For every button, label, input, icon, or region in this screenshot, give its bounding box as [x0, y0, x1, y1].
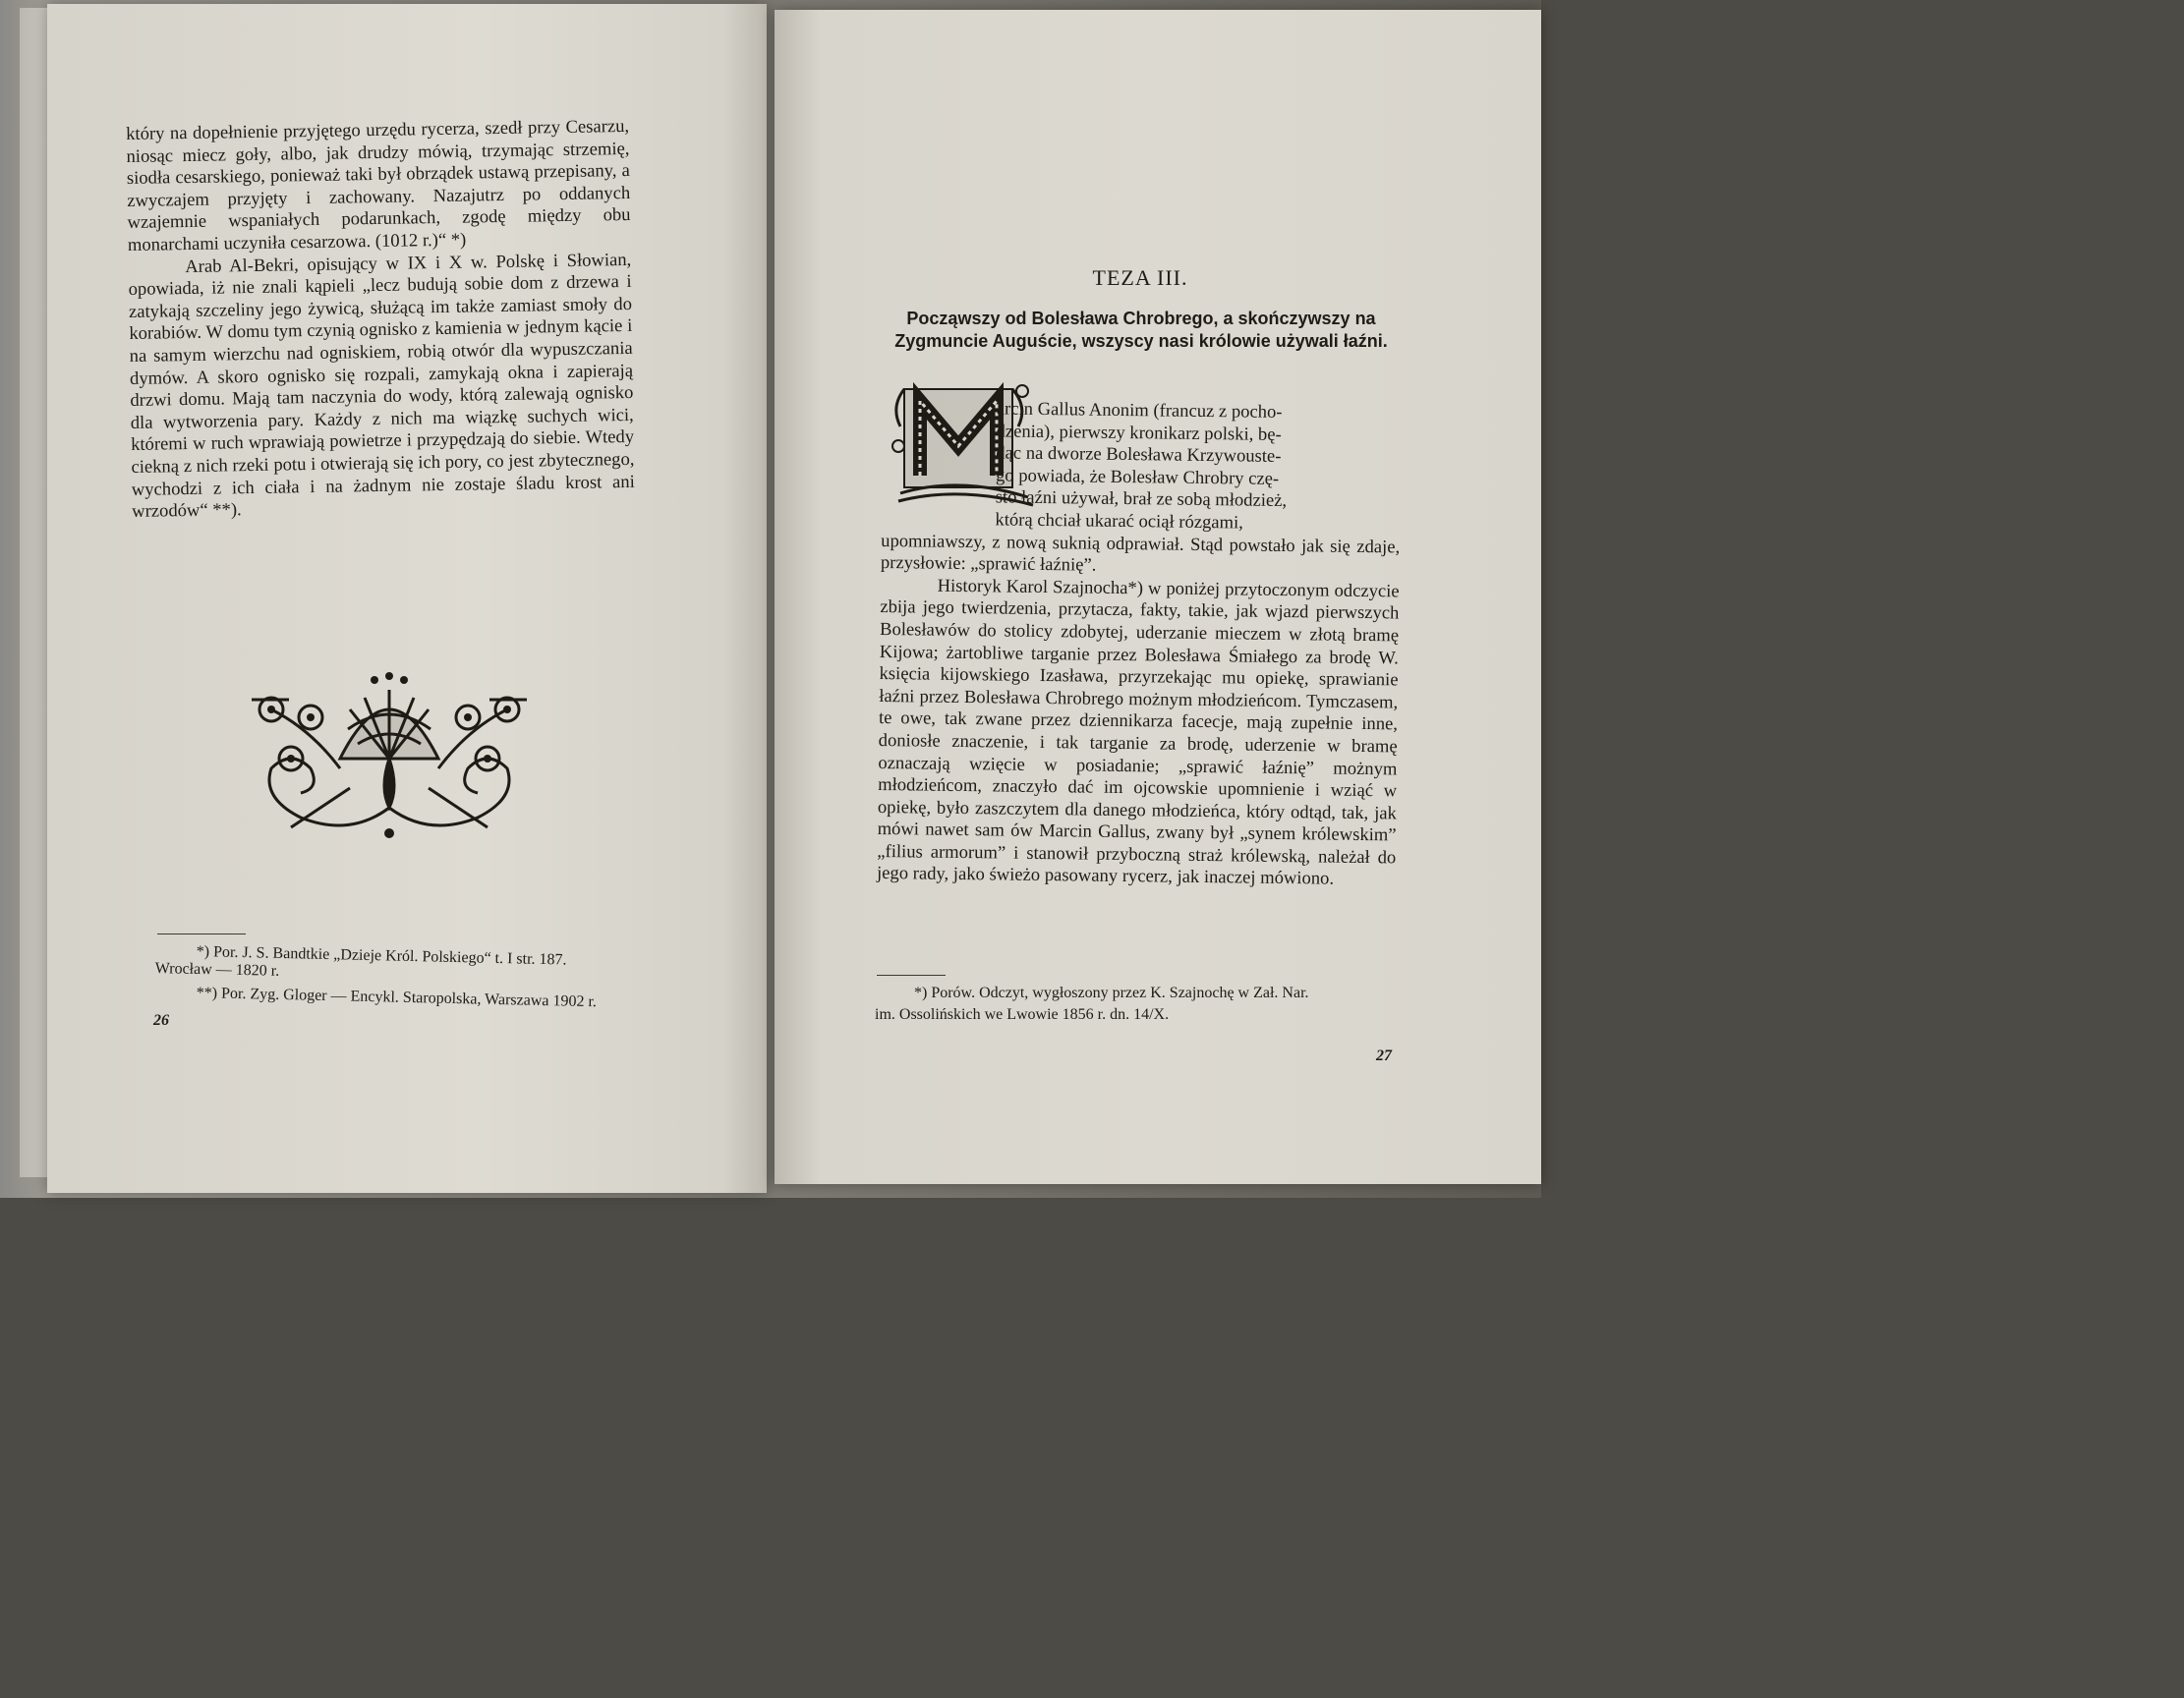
right-line-6: którą chciał ukarać ociął rózgami,	[995, 509, 1244, 534]
right-paragraph-1-rest: upomniawszy, z nową suknią odprawiał. Stąd powstało jak się zdaje, przysłowie: „sprawić łaźnię”.	[880, 530, 1401, 576]
left-paragraph-1: który na dopełnienie przyjętego urzędu rycerza, szedł przy Cesarzu, niosąc miecz goły, albo, jak drudzy mówią, trzymając strzemię, siodła cesarskiego, ponieważ taki był obrządek ustawą przepisany, a zwyczajem przyjęty i zachowany. Nazajutrz po oddanych wzajemnie wspaniałych podarunkach, zgodę między obu monarchami uczyniła cesarzowa. (1012 r.)“ *)	[126, 115, 631, 255]
left-footnote-2: **) Por. Zyg. Gloger — Encykl. Staropolska, Warszawa 1902 r.	[196, 984, 598, 1011]
right-footnote-rule	[877, 975, 946, 976]
chapter-heading: TEZA III.	[1092, 265, 1188, 290]
right-paragraph-2: Historyk Karol Szajnocha*) w poniżej przytoczonym odczycie zbija jego twierdzenia, przytacza, fakty, takie, jak wjazd pierwszych Bolesławów do stolicy zdobytej, uderzanie mieczem w złotą bramę Kijowa; żartobliwe targanie przez Bolesława Śmiałego za brodę W. księcia kijowskiego Izasława, przyrzekając mu opiekę, sprawianie łaźni przez Bolesława Chrobrego możnym młodzieńcom. Tymczasem, te owe, tak zwane przez dziennikarza facecje, mają zupełnie inne, doniosłe znaczenie, i tak targanie za brodę, uderzenie w bramę oznaczają wzięcie w posiadanie; „sprawić łaźnię” możnym młodzieńcom, znaczyło dać im ojcowskie upomnienie i wziąć w opiekę, było zaszczytem dla danego młodzieńca, który odtąd, tak, jak mówi nawet sam ów Marcin Gallus, zwany był „synem królewskim” „filius armorum” i stanowił przyboczną straż królewską, należał do jego rady, jako świeżo pasowany rycerz, jak inaczej mówiono.	[876, 575, 1400, 890]
right-page-body	[877, 397, 1402, 891]
right-footnote-line-1: *) Porów. Odczyt, wygłoszony przez K. Szajnochę w Zał. Nar.	[914, 985, 1309, 1001]
right-line-5: sto łaźni używał, brał ze sobą młodzież,	[995, 486, 1288, 512]
right-line-4: go powiada, że Bolesław Chrobry czę-	[995, 465, 1280, 489]
right-line-3: dąc na dworze Bolesława Krzywouste-	[996, 442, 1282, 468]
left-page-body	[126, 116, 635, 524]
right-footnote-line-2: im. Ossolińskich we Lwowie 1856 r. dn. 14/X.	[875, 1006, 1170, 1023]
left-footnote-1-line-1: *) Por. J. S. Bandtkie „Dzieje Król. Polskiego“ t. I str. 187.	[196, 942, 567, 969]
left-footnote-1-line-2: Wrocław — 1820 r.	[154, 959, 280, 980]
left-paragraph-2: Arab Al-Bekri, opisujący w IX i X w. Polskę i Słowian, opowiada, iż nie znali kąpieli „lecz budują sobie dom z drzewa i zatykają szczeliny jego żywicą, służącą im także zamiast smoły do korabiów. W domu tym czynią ognisko z kamienia w jednym kącie i na samym wierzchu nad ogniskiem, robią otwór dla wypuszczania dymów. A skoro ognisko się rozpali, zamykają okna i zapierają drzwi domu. Mają tam naczynia do wody, którą zalewają ognisko dla wytworzenia pary. Każdy z nich ma wiązkę suchych wici, któremi w ruch wprawiają powietrze i przypędzają do siebie. Wtedy ciekną z nich rzeki potu i otwierają się ich pory, co jest zbytecznego, wychodzi z ich ciała i na żadnym nie zostaje śladu krost ani wrzodów“ **).	[128, 249, 635, 523]
right-line-1: arcin Gallus Anonim (francuz z pocho-	[996, 398, 1283, 423]
thesis-statement: Począwszy od Bolesława Chrobrego, a skończywszy na Zygmuncie Auguście, wszyscy nasi królowie używali łaźni.	[894, 309, 1388, 351]
left-page-number: 26	[153, 1012, 169, 1029]
right-line-2: dzenia), pierwszy kronikarz polski, bę-	[996, 421, 1282, 445]
right-page-number: 27	[1376, 1047, 1392, 1064]
shell-floral-vignette-icon	[232, 670, 546, 845]
